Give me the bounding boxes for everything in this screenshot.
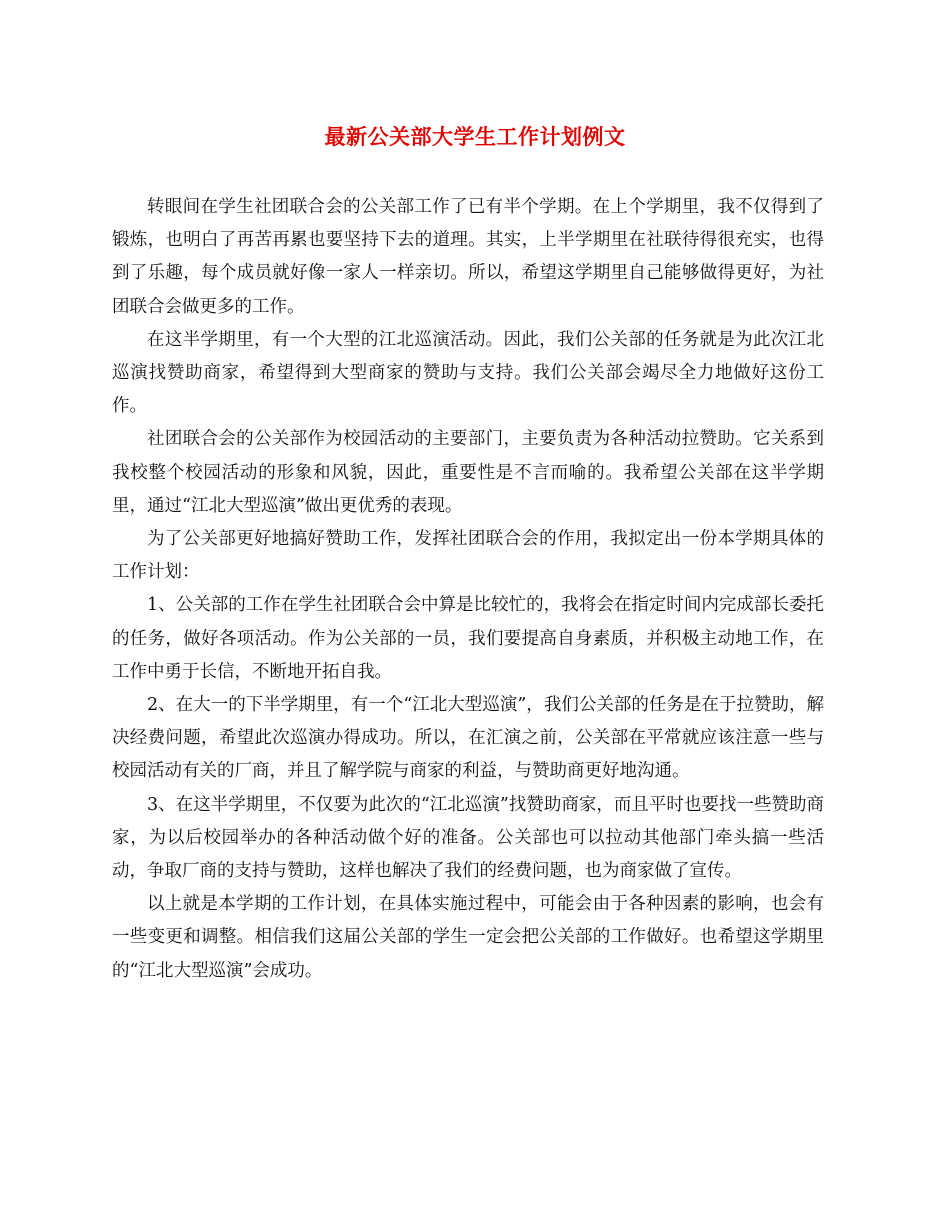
document-body [112, 191, 824, 988]
paragraph-plan-intro: 为了公关部更好地搞好赞助工作，发挥社团联合会的作用，我拟定出一份本学期具体的工作计划： [112, 529, 824, 583]
paragraph-plan-item-1: 1、公关部的工作在学生社团联合会中算是比较忙的，我将会在指定时间内完成部长委托的任务，做好各项活动。作为公关部的一员，我们要提高自身素质，并积极主动地工作，在工作中勇于长信，不断地开拓自我。 [112, 595, 824, 682]
document-title: 最新公关部大学生工作计划例文 [324, 124, 626, 149]
paragraph-plan-item-3: 3、在这半学期里，不仅要为此次的“江北巡演”找赞助商家，而且平时也要找一些赞助商家，为以后校园举办的各种活动做个好的准备。公关部也可以拉动其他部门牵头搞一些活动，争取厂商的支持与赞助，这样也解决了我们的经费问题，也为商家做了宣传。 [112, 794, 824, 882]
paragraph-plan-item-2: 2、在大一的下半学期里，有一个“江北大型巡演”，我们公关部的任务是在于拉赞助，解决经费问题，希望此次巡演办得成功。所以，在汇演之前，公关部在平常就应该注意一些与校园活动有关的厂商，并且了解学院与商家的利益，与赞助商更好地沟通。 [112, 695, 824, 782]
paragraph-intro: 转眼间在学生社团联合会的公关部工作了已有半个学期。在上个学期里，我不仅得到了锻炼，也明白了再苦再累也要坚持下去的道理。其实，上半学期里在社联待得很充实，也得到了乐趣，每个成员就好像一家人一样亲切。所以，希望这学期里自己能够做得更好，为社团联合会做更多的工作。 [112, 197, 824, 317]
paragraph-department-role: 社团联合会的公关部作为校园活动的主要部门，主要负责为各种活动拉赞助。它关系到我校整个校园活动的形象和风貌，因此，重要性是不言而喻的。我希望公关部在这半学期里，通过“江北大型巡演”做出更优秀的表现。 [112, 429, 824, 516]
paragraph-conclusion: 以上就是本学期的工作计划，在具体实施过程中，可能会由于各种因素的影响，也会有一些变更和调整。相信我们这届公关部的学生一定会把公关部的工作做好。也希望这学期里的“江北大型巡演”会成功。 [112, 894, 824, 981]
paragraph-tour-activity: 在这半学期里，有一个大型的江北巡演活动。因此，我们公关部的任务就是为此次江北巡演找赞助商家，希望得到大型商家的赞助与支持。我们公关部会竭尽全力地做好这份工作。 [112, 329, 824, 417]
